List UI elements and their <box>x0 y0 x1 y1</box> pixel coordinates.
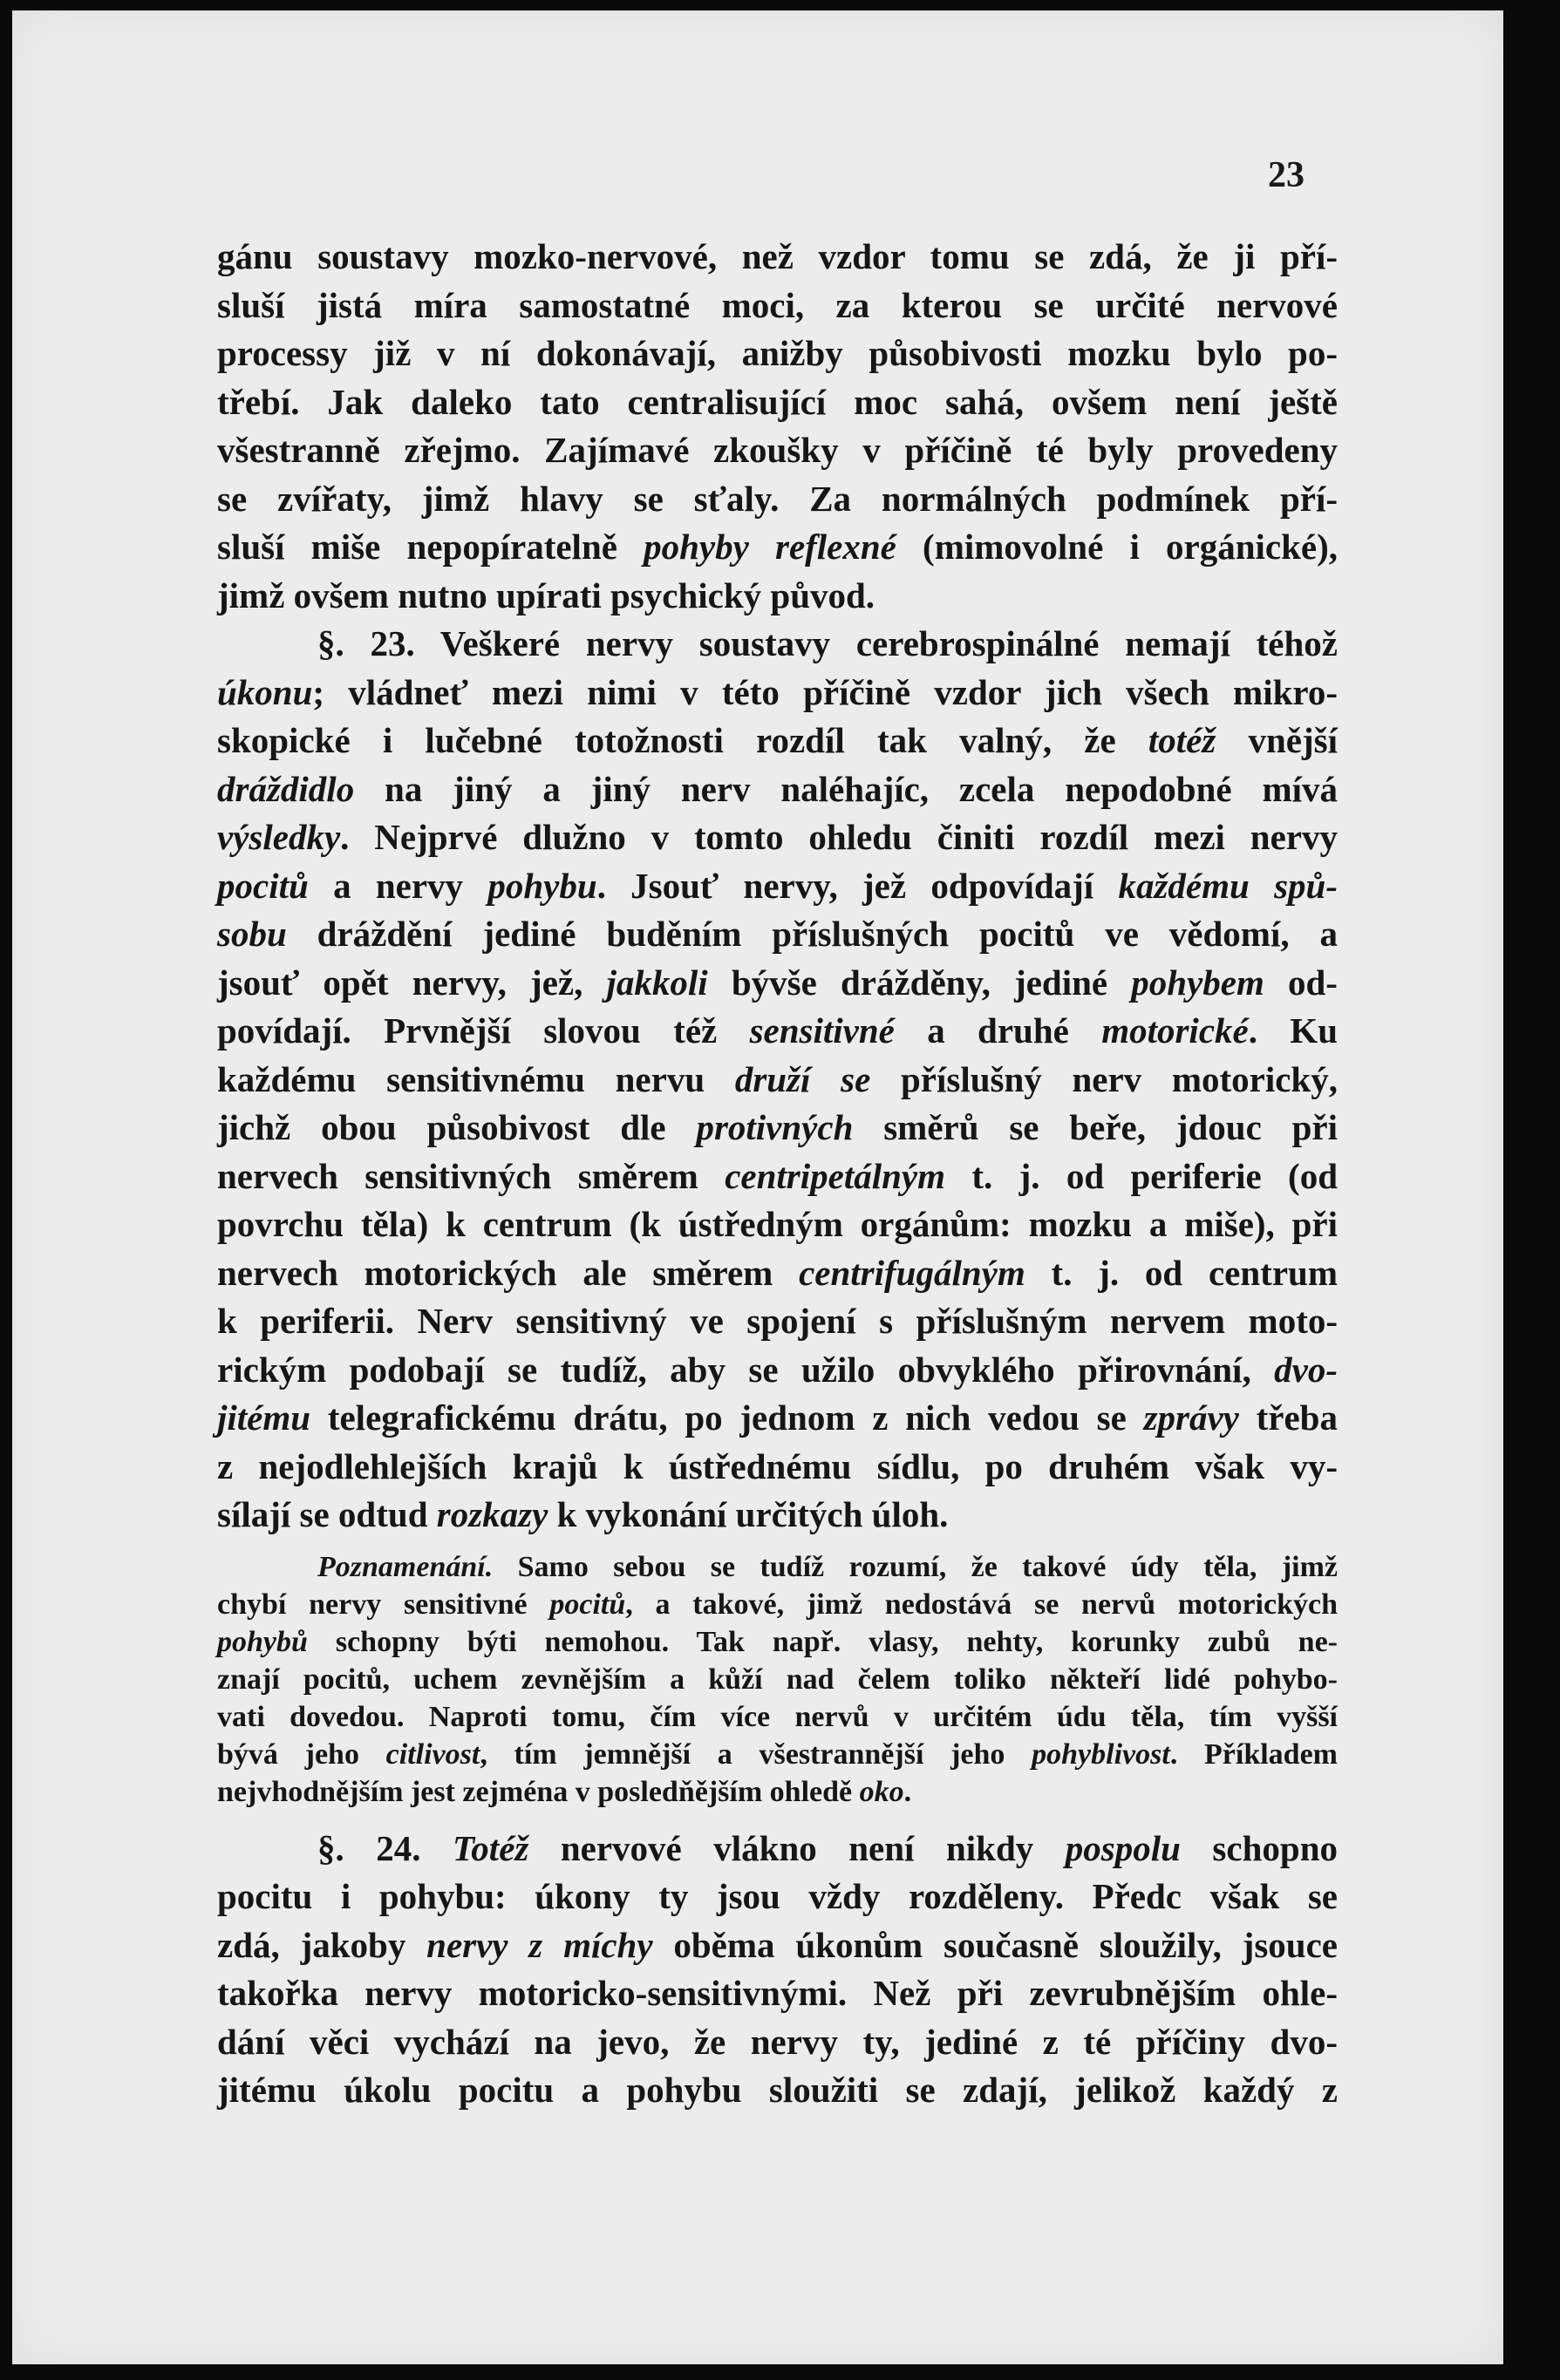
text-line: pocitu i pohybu: úkony ty jsou vždy rozděleny. Předc však se <box>217 1876 1338 1916</box>
body-text <box>217 233 1338 2115</box>
text-line: jsouť opět nervy, jež, jakkoli bývše drážděny, jediné pohybem od- <box>217 962 1338 1003</box>
text-line: se zvířaty, jimž hlavy se sťaly. Za normálných podmínek pří- <box>217 478 1338 519</box>
text-line: zdá, jakoby nervy z míchy oběma úkonům současně sloužily, jsouce <box>217 1924 1338 1965</box>
paragraph-1 <box>217 233 1338 620</box>
text-line: úkonu; vládneť mezi nimi v této příčině vzdor jich všech mikro- <box>217 671 1338 712</box>
text-line: jimž ovšem nutno upírati psychický původ. <box>217 575 875 615</box>
section-heading-line: §. 23. Veškeré nervy soustavy cerebrospinálné nemají téhož <box>317 623 1338 663</box>
text-line: takořka nervy motoricko-sensitivnými. Než při zevrubnějším ohle- <box>217 1973 1338 2013</box>
text-line: třebí. Jak daleko tato centralisující moc sahá, ovšem není ještě <box>217 381 1338 422</box>
text-line: nervech motorických ale směrem centrifugálným t. j. od centrum <box>217 1252 1338 1293</box>
text-line: sluší jistá míra samostatné moci, za kterou se určité nervové <box>217 284 1338 325</box>
page-number: 23 <box>1268 155 1305 195</box>
text-line: sluší miše nepopíratelně pohyby reflexné (mimovolné i orgánické), <box>217 527 1338 567</box>
text-line: sobu dráždění jediné buděním příslušných pocitů ve vědomí, a <box>217 914 1338 954</box>
note-line: znají pocitů, uchem zevnějším a kůží nad čelem toliko někteří lidé pohybo- <box>217 1663 1338 1696</box>
text-line: pocitů a nervy pohybu. Jsouť nervy, jež odpovídají každému spů- <box>217 865 1339 906</box>
paragraph-section-23 <box>217 620 1338 1540</box>
note-line: chybí nervy sensitivné pocitů, a takové, jimž nedostává se nervů motorických <box>217 1588 1338 1621</box>
text-line: k periferii. Nerv sensitivný ve spojení s příslušným nervem moto- <box>217 1301 1338 1341</box>
text-line: nervech sensitivných směrem centripetálným t. j. od periferie (od <box>217 1155 1338 1196</box>
text-line: dráždidlo na jiný a jiný nerv naléhajíc, zcela nepodobné mívá <box>217 768 1338 809</box>
paragraph-section-24 <box>217 1825 1338 2115</box>
text-line: jitému telegrafickému drátu, po jednom z nich vedou se zprávy třeba <box>217 1397 1338 1438</box>
note-line: pohybů schopny býti nemohou. Tak např. vlasy, nehty, korunky zubů ne- <box>217 1625 1338 1658</box>
note-line: Poznamenání. Samo sebou se tudíž rozumí, že takové údy těla, jimž <box>317 1550 1338 1583</box>
text-line: processy již v ní dokonávají, anižby působivosti mozku bylo po- <box>217 333 1338 373</box>
text-line: skopické i lučebné totožnosti rozdíl tak valný, že totéž vnější <box>217 720 1338 760</box>
text-line: z nejodlehlejších krajů k ústřednému sídlu, po druhém však vy- <box>217 1445 1338 1486</box>
note-line: vati dovedou. Naproti tomu, čím více nervů v určitém údu těla, tím vyšší <box>217 1700 1338 1733</box>
note-line: bývá jeho citlivost, tím jemnější a všestrannější jeho pohyblivost. Příkladem <box>217 1737 1339 1771</box>
text-line: sílají se odtud rozkazy k vykonání určitých úloh. <box>217 1494 949 1534</box>
note-line: nejvhodnějším jest zejména v posledňějším ohledě oko. <box>217 1775 912 1808</box>
text-line: dání věci vychází na jevo, že nervy ty, jediné z té příčiny dvo- <box>217 2021 1338 2062</box>
text-line: povídají. Prvnější slovou též sensitivné a druhé motorické. Ku <box>217 1010 1338 1051</box>
text-line: výsledky. Nejprvé dlužno v tomto ohledu činiti rozdíl mezi nervy <box>217 817 1338 857</box>
text-line: jichž obou působivost dle protivných směrů se beře, jdouc při <box>217 1107 1338 1147</box>
text-line: povrchu těla) k centrum (k ústředným orgánům: mozku a miše), při <box>217 1204 1338 1244</box>
section-heading-line: §. 24. Totéž nervové vlákno není nikdy pospolu schopno <box>317 1827 1338 1868</box>
text-line: všestranně zřejmo. Zajímavé zkoušky v příčině té byly provedeny <box>217 430 1338 470</box>
footnote-remark <box>217 1548 1338 1811</box>
text-line: rickým podobají se tudíž, aby se užilo obvyklého přirovnání, dvo- <box>217 1349 1338 1390</box>
book-page <box>12 10 1503 2364</box>
text-line: jitému úkolu pocitu a pohybu sloužiti se zdají, jelikož každý z <box>217 2070 1338 2110</box>
text-line: gánu soustavy mozko-nervové, než vzdor tomu se zdá, že ji pří- <box>217 236 1338 276</box>
text-line: každému sensitivnému nervu druží se příslušný nerv motorický, <box>217 1058 1338 1099</box>
